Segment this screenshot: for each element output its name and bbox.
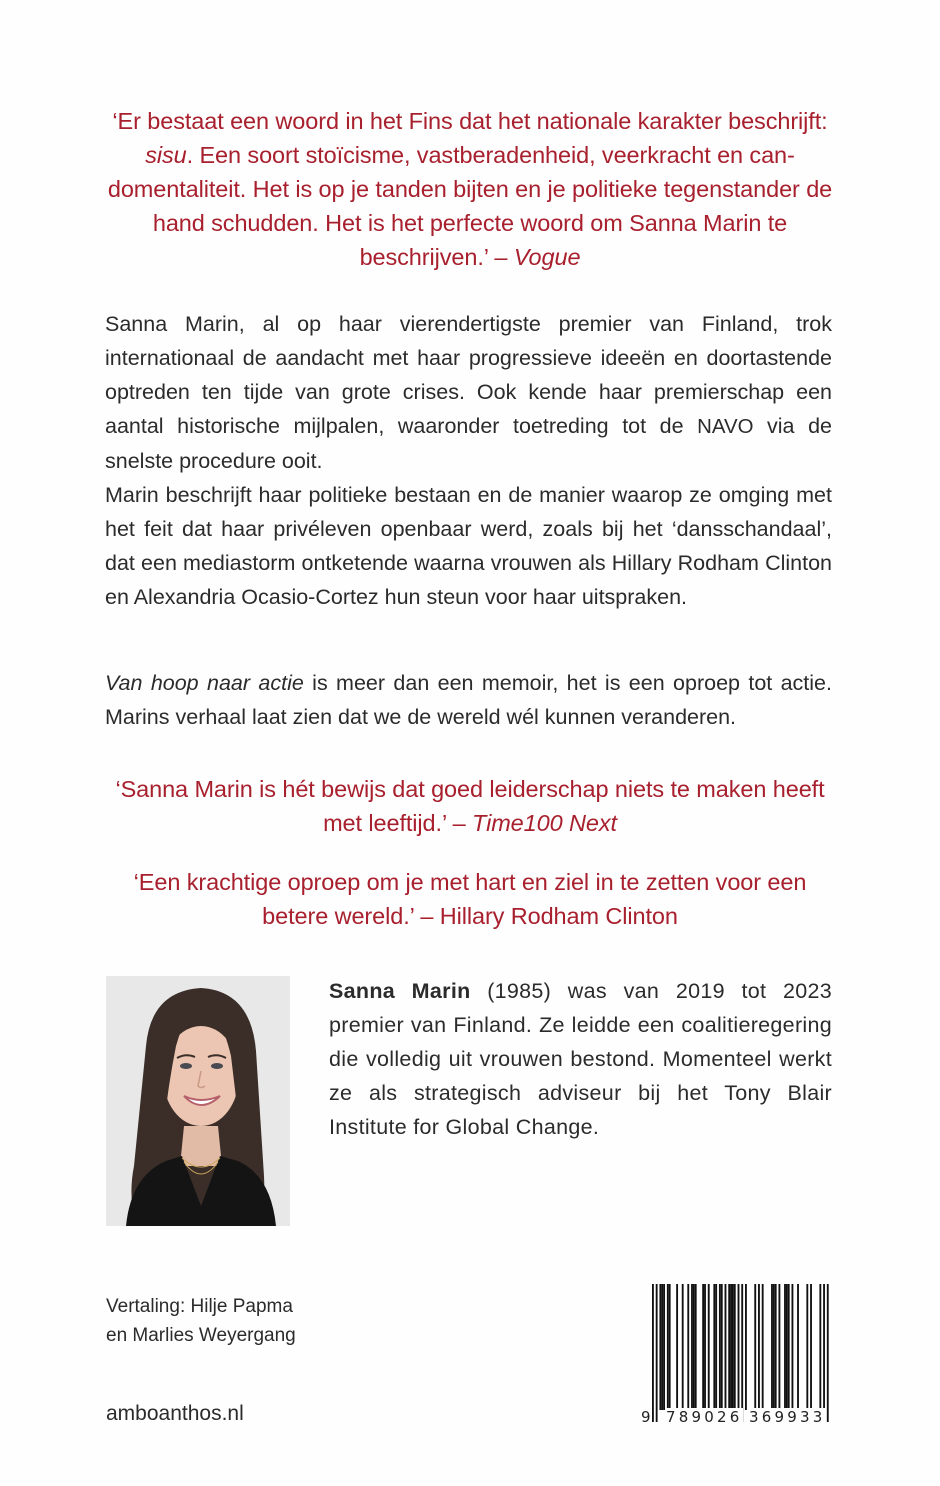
barcode-bar [827, 1284, 829, 1422]
barcode-bar [682, 1284, 684, 1410]
quote-text-continued: . Een soort stoïcisme, vastberadenheid, veerkracht en can-domentaliteit. Het is op je tanden bijten en je politieke tegenstander de hand schudden. Het is het perfecte woord om Sanna Marin te beschrijven.’ – [107, 142, 833, 270]
barcode-bar [708, 1284, 710, 1410]
barcode-bar [704, 1284, 706, 1410]
publisher-website[interactable]: amboanthos.nl [106, 1402, 244, 1425]
barcode-bar [652, 1284, 654, 1422]
barcode-bar [732, 1284, 734, 1410]
paragraph-text: Sanna Marin, al op haar vierendertigste premier van Finland, trok internationaal de aandacht met haar progressieve ideeën en doortastende optreden ten tijde van grote crises. Ook kende haar premierschap een aantal historische mijlpalen, waaronder toetreding tot de [105, 312, 832, 438]
review-quote-clinton [100, 865, 840, 933]
barcode-bar [788, 1284, 790, 1410]
translation-line-1: Vertaling: Hilje Papma [106, 1296, 293, 1317]
barcode-bar [797, 1284, 799, 1410]
barcode-bar [784, 1284, 786, 1410]
quote-source: Time100 Next [472, 810, 617, 836]
author-name: Sanna Marin [329, 979, 471, 1003]
barcode-bar [676, 1284, 678, 1410]
barcode-bar [715, 1284, 717, 1410]
abbreviation-navo: NAVO [697, 416, 754, 438]
barcode-bar [725, 1284, 727, 1410]
barcode-bar [738, 1284, 740, 1422]
barcode-bar [702, 1284, 704, 1410]
summary-text: is meer dan een memoir, het is een oproep tot actie. Marins verhaal laat zien dat we de wereld wél kunnen veranderen. [105, 671, 832, 729]
quote-text: ‘Sanna Marin is hét bewijs dat goed leiderschap niets te maken heeft met leeftijd.’ – [115, 776, 825, 836]
barcode-bar [695, 1284, 697, 1410]
quote-text: ‘Een krachtige oproep om je met hart en ziel in te zetten voor een betere wereld.’ – [133, 869, 807, 929]
barcode-bar [659, 1284, 661, 1410]
portrait-illustration [106, 976, 290, 1226]
review-quote-time100 [100, 772, 840, 840]
author-bio [329, 974, 832, 1144]
translation-line-2: en Marlies Weyergang [106, 1325, 296, 1346]
book-title: Van hoop naar actie [105, 671, 304, 695]
barcode-bar [786, 1284, 788, 1410]
barcode-bar [721, 1284, 723, 1410]
barcode-bar [741, 1284, 743, 1422]
barcode-bar [810, 1284, 812, 1410]
barcode-bar [730, 1284, 732, 1410]
barcode-bar [754, 1284, 756, 1410]
author-photo [106, 976, 290, 1226]
barcode-bar [819, 1284, 821, 1410]
author-bio-text: (1985) was van 2019 tot 2023 premier van Finland. Ze leidde een coalitieregering die volledig uit vrouwen bestond. Momenteel werkt ze als strategisch adviseur bij het Tony Blair Institute for Global Change. [329, 979, 832, 1139]
quote-source: Vogue [513, 244, 581, 270]
book-description [105, 307, 832, 614]
barcode-bar [656, 1284, 658, 1422]
review-quote-vogue [100, 104, 840, 274]
barcode-bar [687, 1284, 689, 1410]
barcode-bar [771, 1284, 773, 1410]
barcode-bar [719, 1284, 721, 1410]
barcode-bar [792, 1284, 794, 1410]
barcode-bar [806, 1284, 808, 1410]
barcode-bar [775, 1284, 777, 1410]
barcode-bar [693, 1284, 695, 1410]
barcode-bar [778, 1284, 780, 1410]
quote-italic-word: sisu [145, 142, 187, 168]
barcode-bar [669, 1284, 671, 1410]
barcode-bar [663, 1284, 665, 1410]
book-summary [105, 666, 832, 734]
translation-credit [106, 1292, 296, 1350]
paragraph-text-end: via de snelste procedure ooit. [105, 414, 832, 473]
barcode-digits-right-group: 369933 [749, 1408, 826, 1426]
quote-text: ‘Er bestaat een woord in het Fins dat het nationale karakter beschrijft: [112, 108, 828, 134]
barcode-digits-left-group: 789026 [666, 1408, 743, 1426]
barcode-bar [728, 1284, 730, 1410]
summary-paragraph [105, 666, 832, 734]
barcode-bar [745, 1284, 747, 1410]
barcode-bar [734, 1284, 736, 1410]
barcode-bar [773, 1284, 775, 1410]
barcode-bar [667, 1284, 669, 1410]
quote-source: Hillary Rodham Clinton [439, 903, 678, 929]
barcode-bar [661, 1284, 663, 1410]
description-paragraph-1 [105, 307, 832, 478]
barcode-bar [762, 1284, 764, 1410]
barcode-bar [758, 1284, 760, 1410]
description-paragraph-2: Marin beschrijft haar politieke bestaan en de manier waarop ze omging met het feit dat haar privéleven openbaar werd, zoals bij het ‘dansschandaal’, dat een mediastorm ontketende waarna vrouwen als Hillary Rodham Clinton en Alexandria Ocasio-Cortez hun steun voor haar uitspraken. [105, 483, 832, 609]
barcode-bar [691, 1284, 693, 1410]
barcode-bar [713, 1284, 715, 1410]
barcode-digit-first: 9 [641, 1408, 651, 1426]
barcode-bar [823, 1284, 825, 1422]
